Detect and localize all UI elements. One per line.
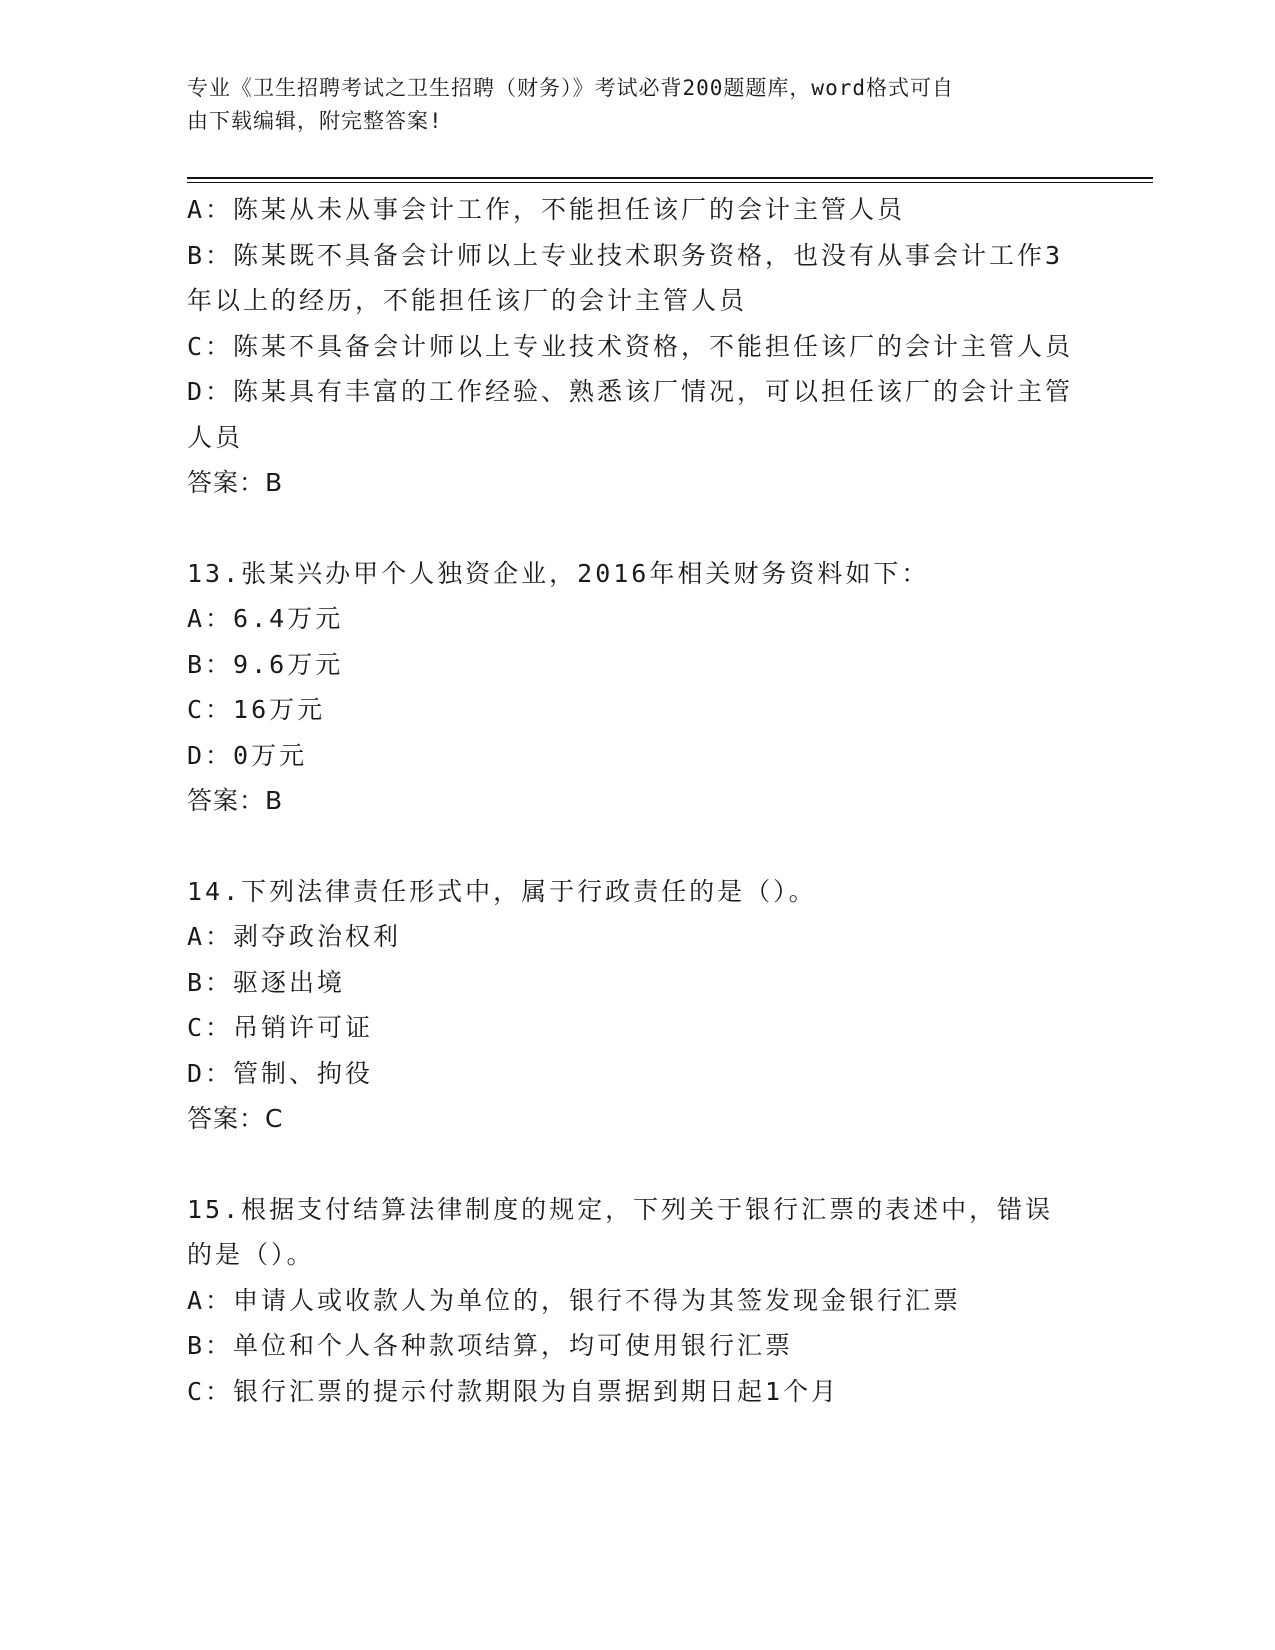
- header-line-1: 专业《卫生招聘考试之卫生招聘（财务）》考试必背200题题库，word格式可自: [187, 76, 954, 100]
- option-b: B：陈某既不具备会计师以上专业技术职务资格，也没有从事会计工作3年以上的经历，不能担任该厂的会计主管人员: [187, 240, 1064, 315]
- option-b: B：单位和个人各种款项结算，均可使用银行汇票: [187, 1331, 794, 1360]
- question-14: [187, 869, 1077, 1142]
- question-list: [187, 187, 1077, 1414]
- header-line-2: 由下载编辑，附完整答案!: [187, 109, 443, 133]
- option-a: A：陈某从未从事会计工作，不能担任该厂的会计主管人员: [187, 195, 906, 224]
- option-a: A：6.4万元: [187, 604, 344, 633]
- option-d: D：0万元: [187, 740, 308, 770]
- option-a: A：申请人或收款人为单位的，银行不得为其签发现金银行汇票: [187, 1285, 962, 1315]
- question-13: [187, 551, 1077, 824]
- question-12: [187, 187, 1077, 506]
- option-c: C：陈某不具备会计师以上专业技术资格，不能担任该厂的会计主管人员: [187, 331, 1074, 361]
- question-stem: 15.根据支付结算法律制度的规定，下列关于银行汇票的表述中，错误的是（）。: [187, 1194, 1054, 1269]
- answer: 答案：B: [187, 786, 284, 815]
- option-a: A：剥夺政治权利: [187, 922, 402, 951]
- option-d: D：陈某具有丰富的工作经验、熟悉该厂情况，可以担任该厂的会计主管人员: [187, 377, 1074, 452]
- header-divider: [187, 177, 1153, 183]
- question-stem: 14.下列法律责任形式中，属于行政责任的是（）。: [187, 876, 817, 906]
- option-c: C：吊销许可证: [187, 1013, 374, 1042]
- option-b: B：驱逐出境: [187, 967, 346, 997]
- option-b: B：9.6万元: [187, 649, 344, 679]
- option-d: D：管制、拘役: [187, 1058, 374, 1088]
- option-c: C：16万元: [187, 695, 326, 724]
- question-stem: 13.张某兴办甲个人独资企业，2016年相关财务资料如下：: [187, 558, 930, 588]
- answer: 答案：C: [187, 1104, 284, 1133]
- document-header: [187, 72, 1067, 138]
- question-15: [187, 1187, 1077, 1415]
- option-c: C：银行汇票的提示付款期限为自票据到期日起1个月: [187, 1376, 840, 1406]
- answer: 答案：B: [187, 468, 284, 497]
